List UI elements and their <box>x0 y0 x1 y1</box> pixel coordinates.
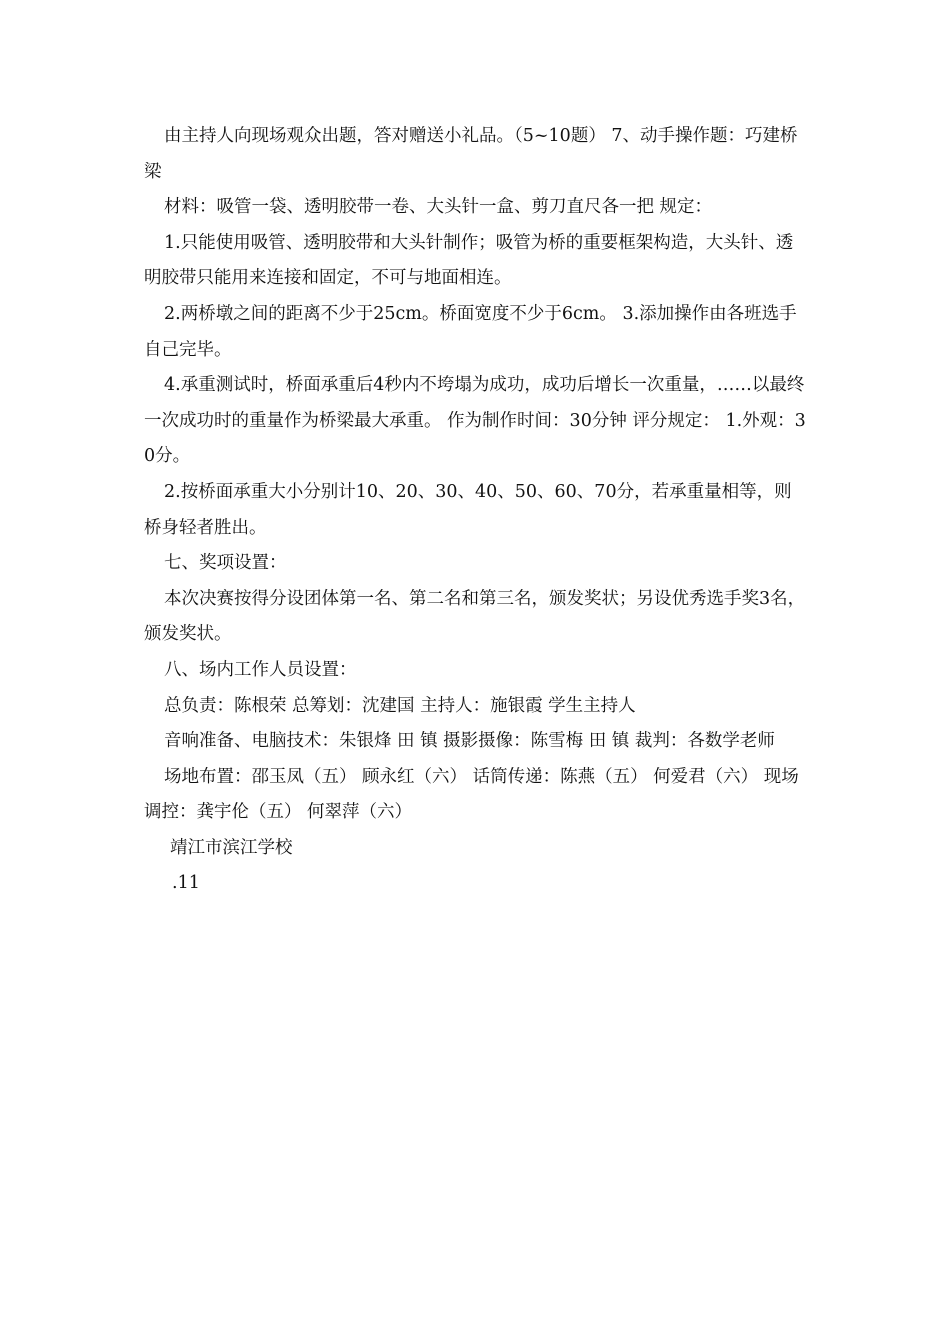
paragraph-staff-leads: 总负责：陈根荣 总筹划：沈建国 主持人：施银霞 学生主持人 <box>164 695 636 716</box>
paragraph-awards: 本次决赛按得分设团体第一名、第二名和第三名，颁发奖状；另设优秀选手奖3名，颁发奖状。 <box>144 588 806 645</box>
heading-awards: 七、奖项设置： <box>164 553 287 574</box>
paragraph-rule-4: 4.承重测试时，桥面承重后4秒内不垮塌为成功，成功后增长一次重量，……以最终一次成功时的重量作为桥梁最大承重。 作为制作时间：30分钟 评分规定： 1.外观：30分。 <box>144 375 806 467</box>
footer-school: 靖江市滨江学校 <box>170 837 293 858</box>
paragraph-quiz-intro: 由主持人向现场观众出题，答对赠送小礼品。（5~10题） 7、动手操作题：巧建桥梁 <box>144 126 798 182</box>
heading-staff: 八、场内工作人员设置： <box>164 659 357 680</box>
paragraph-materials: 材料：吸管一袋、透明胶带一卷、大头针一盒、剪刀直尺各一把 规定： <box>164 197 713 218</box>
paragraph-scoring: 2.按桥面承重大小分别计10、20、30、40、50、60、70分，若承重量相等，则桥身轻者胜出。 <box>144 481 792 538</box>
document-body <box>144 119 808 902</box>
footer-date: .11 <box>172 873 200 894</box>
paragraph-rule-2: 2.两桥墩之间的距离不少于25cm。桥面宽度不少于6cm。 3.添加操作由各班选手自己完毕。 <box>144 303 797 360</box>
paragraph-staff-tech: 音响准备、电脑技术：朱银烽 田 镇 摄影摄像：陈雪梅 田 镇 裁判：各数学老师 <box>164 731 775 752</box>
paragraph-rule-1: 1.只能使用吸管、透明胶带和大头针制作；吸管为桥的重要框架构造，大头针、透明胶带只能用来连接和固定，不可与地面相连。 <box>144 232 794 289</box>
paragraph-staff-venue: 场地布置：邵玉凤（五） 顾永红（六） 话筒传递：陈燕（五） 何爱君（六） 现场调控：龚宇伦（五） 何翠萍（六） <box>144 766 799 823</box>
